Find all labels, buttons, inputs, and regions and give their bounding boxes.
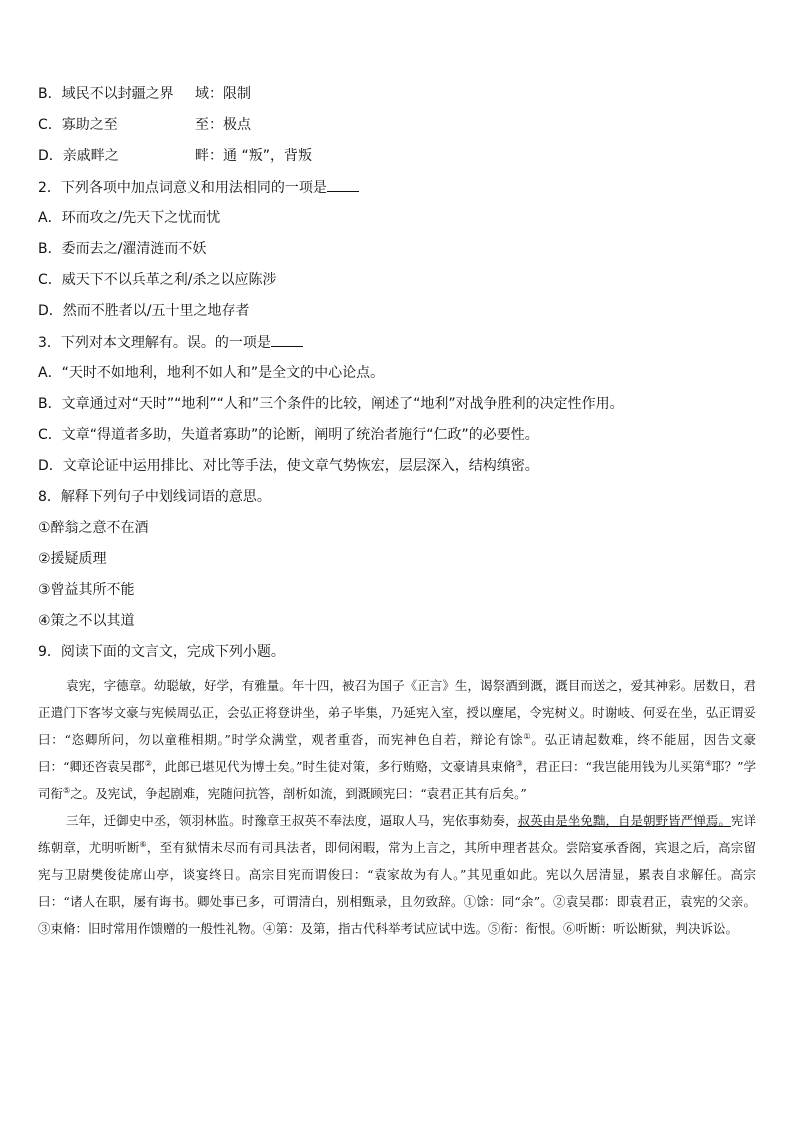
q1-option-c-gloss: 至：极点: [195, 117, 251, 133]
passage-text: 。弘正请起数难，终不能屈，因告文豪曰：“卿还咨袁吴郡: [38, 732, 756, 774]
q8-stem: 8．解释下列句子中划线词语的意思。: [38, 489, 271, 505]
q1-option-c: [38, 115, 251, 135]
q9-stem: 9．阅读下面的文言文，完成下列小题。: [38, 644, 285, 660]
q3-option-c: C．文章“得道者多助，失道者寡助”的论断，阐明了统治者施行“仁政”的必要性。: [38, 427, 539, 443]
footnote-marker: ④: [704, 758, 713, 768]
q8-item: ②援疑质理: [38, 551, 107, 567]
q8-item: ①醉翁之意不在酒: [38, 520, 149, 536]
passage-text: ，至有狱情未尽而有司具法者，即伺闲暇，常为上言之，其所申理者甚众。尝陪宴承香阁，宾退之后，高宗留宪与卫尉樊俊徒席山亭，谈宴终日。高宗目宪而谓俊曰：“袁家故为有人。”其见重如此。宪以久居清显，累表自求解任。高宗曰：“诸人在职，屡有诲书。卿处事已多，可谓清白，别相甄录，且勿致辞。①馀：同“余”。②袁吴郡：即袁君正，袁宪的父亲。③束脩：旧时常用作馈赠的一般性礼物。④第：及第，指古代科举考试应试中选。⑤衔：衔恨。⑥听断：听讼断狱，判决诉讼。: [38, 840, 756, 936]
footnote-marker: ⑥: [139, 839, 147, 849]
q1-option-d-label: D．亲戚畔之: [38, 148, 119, 164]
q1-option-b-gloss: 域：限制: [195, 86, 251, 102]
q2-option-a: A．环而攻之/先天下之忧而忧: [38, 210, 221, 226]
classical-passage: [38, 672, 756, 942]
q3-option-b: B．文章通过对“天时”“地利”“人和”三个条件的比较，阐述了“地利”对战争胜利的决定性作用。: [38, 396, 624, 412]
passage-paragraph-1: [38, 672, 756, 807]
passage-paragraph-2: [38, 807, 756, 942]
q8-item: ③曾益其所不能: [38, 582, 135, 598]
q1-option-b-label: B．域民不以封疆之界: [38, 86, 174, 102]
passage-text: 三年，迁御史中丞，领羽林监。时豫章王叔英不奉法度，逼取人马，宪依事劾奏，: [66, 813, 518, 828]
q2-stem: [38, 177, 359, 197]
passage-text: 耶？”学司衔: [38, 759, 757, 801]
footnote-marker: ①: [523, 731, 532, 741]
passage-text: ，此郎已堪见代为博士矣。”时生徒对策，多行贿赂，文豪请具束脩: [151, 759, 516, 774]
passage-text: ，君正曰：“我岂能用钱为儿买第: [522, 759, 705, 774]
q1-option-b: [38, 84, 251, 104]
q2-option-d: D．然而不胜者以/五十里之地存者: [38, 303, 250, 319]
q1-option-d-gloss: 畔：通 “叛”，背叛: [195, 148, 312, 164]
q1-option-d: [38, 146, 312, 166]
footnote-marker: ⑤: [63, 785, 71, 795]
footnote-marker: ②: [144, 758, 152, 768]
underlined-sentence: 叔英由是坐免黜，自是朝野皆严惮焉。: [517, 813, 731, 828]
q3-option-a: A．“天时不如地利，地利不如人和”是全文的中心论点。: [38, 365, 385, 381]
q3-stem: [38, 332, 303, 352]
answer-blank[interactable]: [271, 332, 303, 347]
passage-text: 宪详练朝章，尤明听断: [38, 813, 756, 855]
q8-item: ④策之不以其道: [38, 613, 135, 629]
q2-option-c: C．威天下不以兵革之利/杀之以应陈涉: [38, 272, 277, 288]
q3-option-d: D．文章论证中运用排比、对比等手法，使文章气势恢宏，层层深入，结构缜密。: [38, 458, 539, 474]
passage-text: 袁宪，字德章。幼聪敏，好学，有雅量。年十四，被召为国子《正言》生，谒祭酒到溉，溉目而送之，爱其神彩。居数日，君正遣门下客岑文豪与宪候周弘正，会弘正将登讲坐，弟子毕集，乃延宪入室，授以麈尾，令宪树义。时谢岐、何妥在坐，弘正谓妥曰：“恣卿所问，勿以童稚相期。”时学众满堂，观者重沓，而宪神色自若，辩论有馀: [38, 678, 756, 747]
q3-stem-text: 3．下列对本文理解有。误。的一项是: [38, 335, 271, 351]
q2-stem-text: 2．下列各项中加点词意义和用法相同的一项是: [38, 180, 327, 196]
q2-option-b: B．委而去之/濯清涟而不妖: [38, 241, 207, 257]
footnote-marker: ③: [515, 758, 523, 768]
passage-text: 之。及宪试，争起剧难，宪随问抗答，剖析如流，到溉顾宪曰：“袁君正其有后矣。”: [70, 786, 527, 801]
q1-option-c-label: C．寡助之至: [38, 117, 118, 133]
answer-blank[interactable]: [327, 177, 359, 192]
